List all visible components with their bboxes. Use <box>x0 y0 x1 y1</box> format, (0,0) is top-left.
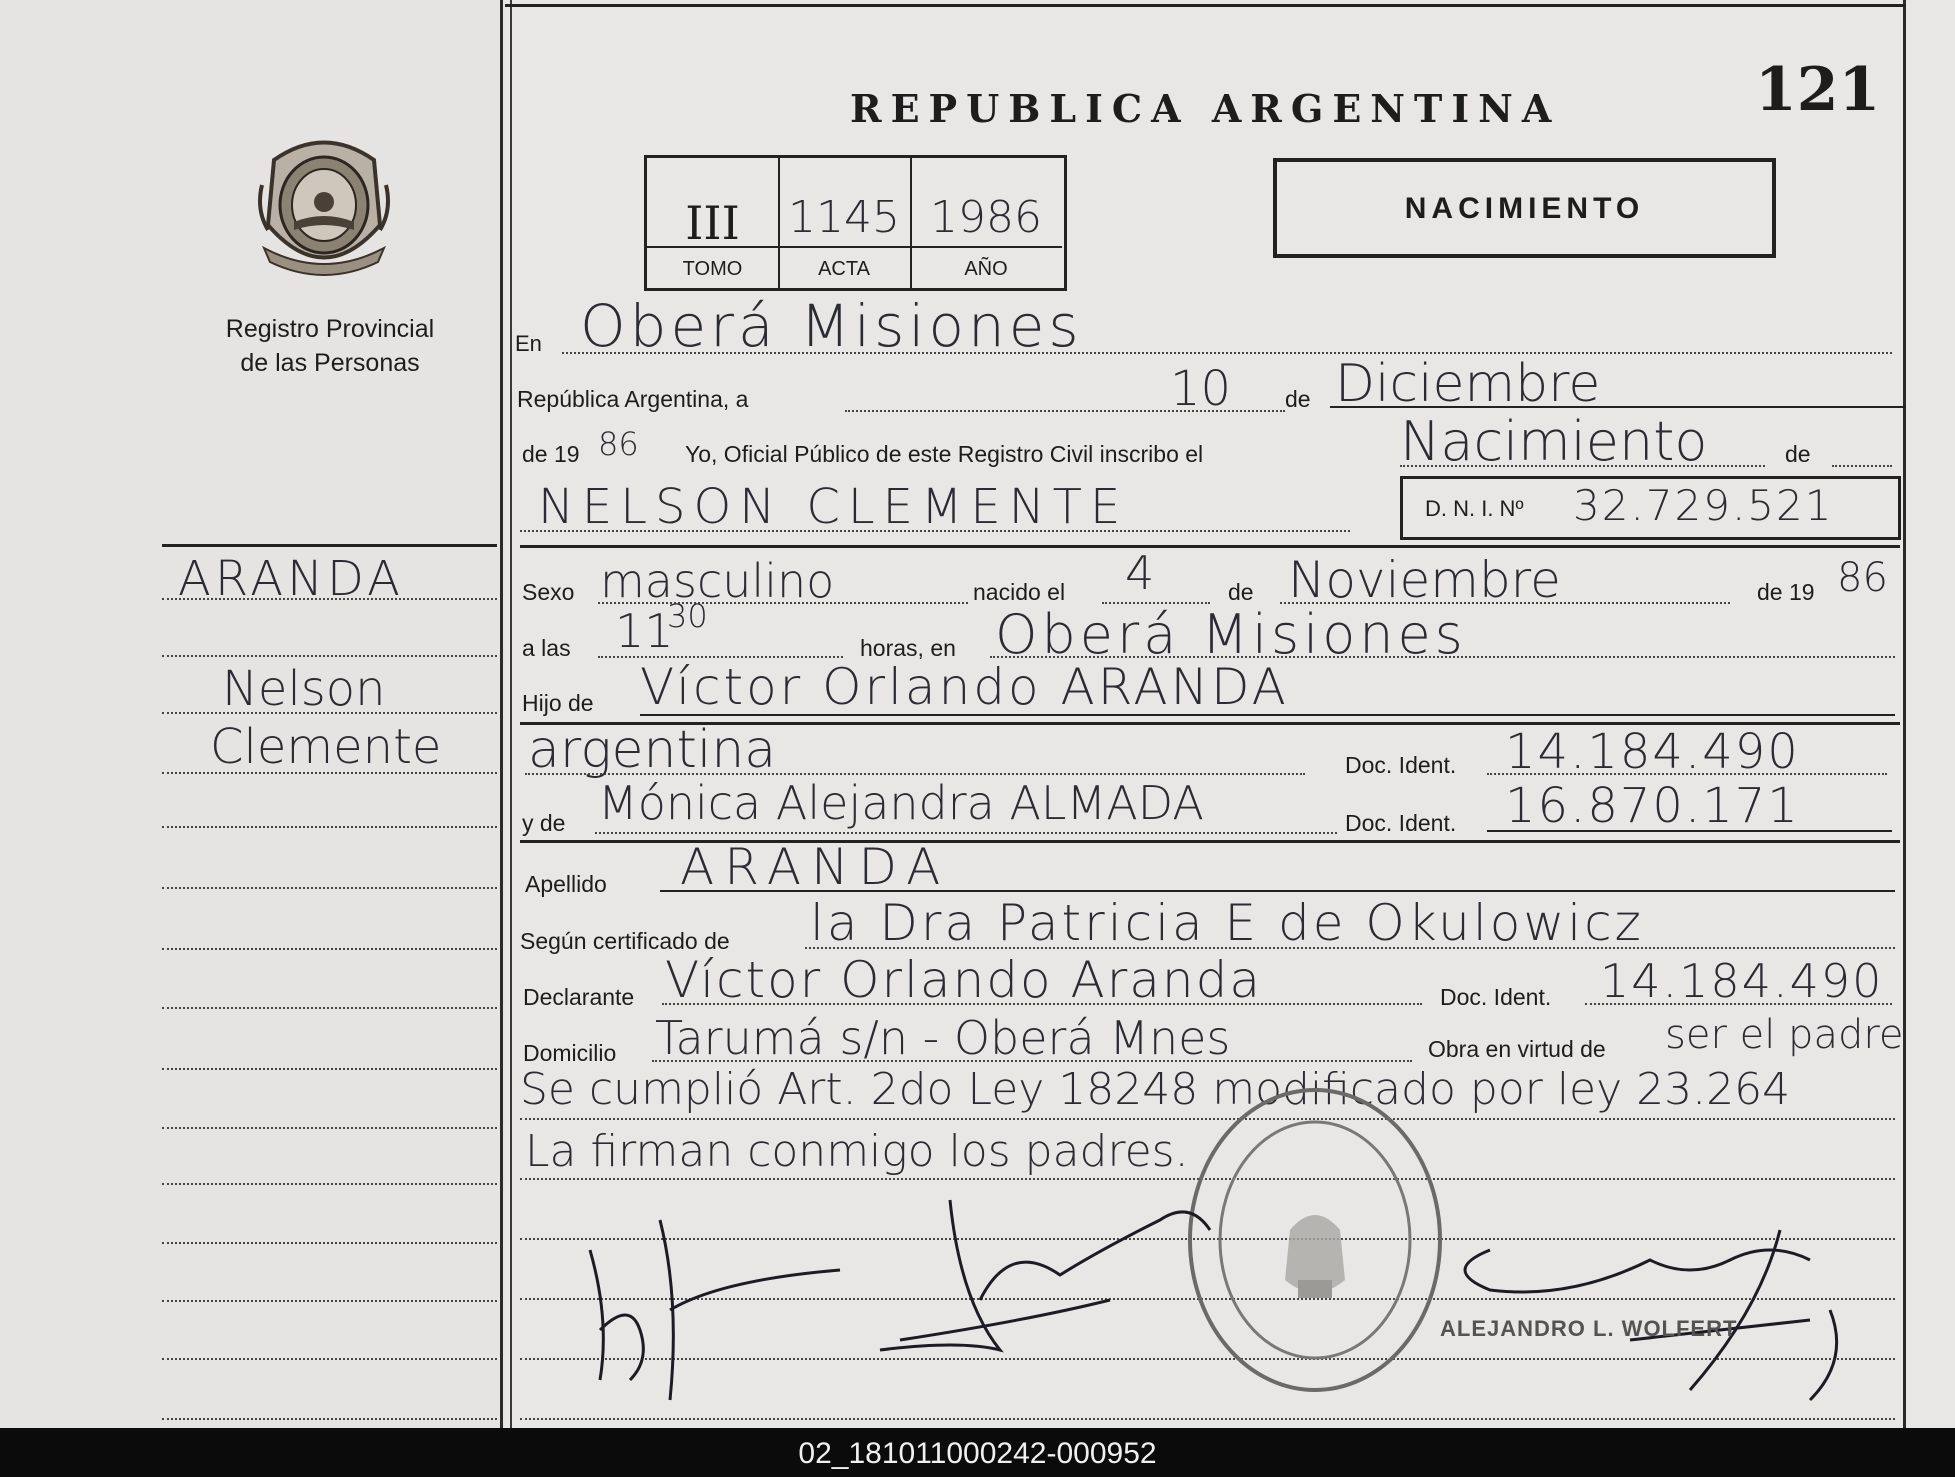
apellido-value: ARANDA <box>680 838 951 896</box>
country-title: REPUBLICA ARGENTINA <box>850 86 1561 131</box>
margin-line <box>162 1418 497 1420</box>
father-nationality-value: argentina <box>528 720 777 780</box>
acta-label: ACTA <box>818 258 870 280</box>
dni-box <box>1400 476 1901 540</box>
birth-minutes-value: 30 <box>667 597 708 635</box>
inscribo-label: Yo, Oficial Público de este Registro Civil inscribo el <box>685 441 1204 467</box>
official-name-stamp: ALEJANDRO L. WOLFERT <box>1440 1316 1738 1341</box>
certifier-value: la Dra Patricia E de Okulowicz <box>810 894 1644 952</box>
hijo-label: Hijo de <box>522 690 594 716</box>
tomo-label: TOMO <box>682 258 743 280</box>
note-line-2: La firman conmigo los padres. <box>525 1126 1189 1177</box>
registry-label <box>195 312 465 380</box>
fill-line <box>1832 465 1892 467</box>
yde-label: y de <box>522 810 566 836</box>
section-rule <box>520 545 1900 548</box>
year-suffix-value: 86 <box>598 425 639 463</box>
provincial-seal-icon <box>252 130 397 285</box>
birth-day-value: 4 <box>1125 546 1155 600</box>
obra-value: ser el padre <box>1665 1012 1904 1058</box>
registry-line-2: de las Personas <box>240 349 420 377</box>
father-name-value: Víctor Orlando ARANDA <box>640 658 1289 716</box>
declarante-label: Declarante <box>523 984 635 1010</box>
official-signature <box>1430 1190 1910 1415</box>
page-number: 121 <box>1755 55 1881 125</box>
record-type-box <box>1273 158 1776 258</box>
file-id-bar <box>0 1428 1955 1477</box>
margin-rule-top <box>162 544 497 547</box>
mother-signature <box>570 1180 870 1415</box>
domicilio-value: Tarumá s/n - Oberá Mnes <box>655 1011 1231 1065</box>
birth-month-value: Noviembre <box>1288 551 1561 609</box>
declarante-doc-value: 14.184.490 <box>1600 954 1884 1008</box>
doc-label-3: Doc. Ident. <box>1440 984 1552 1010</box>
birth-year-suffix-value: 86 <box>1837 555 1888 601</box>
tomo-cell <box>647 158 780 288</box>
sexo-value: masculino <box>600 554 835 608</box>
obra-label: Obra en virtud de <box>1428 1036 1606 1062</box>
margin-line <box>162 1183 497 1185</box>
margin-line <box>162 1068 497 1070</box>
margin-line <box>162 655 497 657</box>
margin-line <box>162 1300 497 1302</box>
registry-line-1: Registro Provincial <box>225 315 435 343</box>
de19-label: de 19 <box>522 441 580 467</box>
de-label-3: de <box>1228 579 1254 605</box>
sexo-label: Sexo <box>522 579 575 605</box>
tomo-value: III <box>685 196 740 250</box>
apellido-label: Apellido <box>525 871 607 897</box>
fill-line <box>520 1418 1895 1420</box>
nacido-label: nacido el <box>973 579 1066 605</box>
doc-label: Doc. Ident. <box>1345 752 1457 778</box>
margin-divider <box>500 0 503 1428</box>
day-value: 10 <box>1170 361 1232 417</box>
top-border <box>505 4 1905 7</box>
republica-label: República Argentina, a <box>517 386 749 412</box>
record-type-label: NACIMIENTO <box>1404 192 1645 225</box>
month-value: Diciembre <box>1335 354 1601 414</box>
father-signature <box>870 1180 1230 1385</box>
margin-line <box>162 826 497 828</box>
anio-label: AÑO <box>964 258 1008 280</box>
mother-doc-value: 16.870.171 <box>1505 778 1800 834</box>
margin-line <box>162 948 497 950</box>
note-line-1: Se cumplió Art. 2do Ley 18248 modificado por ley 23.264 <box>520 1064 1791 1115</box>
fill-line <box>595 832 1337 834</box>
doc-label-2: Doc. Ident. <box>1345 810 1457 836</box>
horas-label: horas, en <box>860 635 956 661</box>
anio-value: 1986 <box>930 192 1042 243</box>
father-doc-value: 14.184.490 <box>1505 724 1800 780</box>
acta-cell <box>778 158 912 288</box>
de19-label-2: de 19 <box>1757 579 1815 605</box>
dni-label: D. N. I. Nº <box>1425 496 1524 521</box>
domicilio-label: Domicilio <box>523 1040 617 1066</box>
en-label: En <box>515 331 542 356</box>
margin-given-name-2: Clemente <box>210 719 442 775</box>
anio-cell <box>910 158 1062 288</box>
margin-given-name-1: Nelson <box>222 661 386 717</box>
full-name-value: NELSON CLEMENTE <box>538 479 1129 535</box>
margin-line <box>162 1127 497 1129</box>
margin-line <box>162 1242 497 1244</box>
margin-line <box>162 1358 497 1360</box>
birth-place-value: Oberá Misiones <box>995 603 1467 666</box>
acta-value: 1145 <box>788 192 900 243</box>
de-label: de <box>1285 386 1311 412</box>
segun-label: Según certificado de <box>520 928 730 954</box>
place-value: Oberá Misiones <box>580 292 1083 360</box>
alas-label: a las <box>522 635 571 661</box>
dni-value: 32.729.521 <box>1573 481 1834 530</box>
file-id-label: 02_181011000242-000952 <box>798 1437 1157 1470</box>
event-value: Nacimiento <box>1400 410 1708 473</box>
birth-hour-value: 11 <box>615 604 674 658</box>
de-label-2: de <box>1785 441 1811 467</box>
margin-surname: ARANDA <box>178 551 404 607</box>
declarante-value: Víctor Orlando Aranda <box>665 951 1262 1009</box>
mother-name-value: Mónica Alejandra ALMADA <box>598 776 1204 830</box>
margin-line <box>162 887 497 889</box>
margin-line <box>162 1007 497 1009</box>
book-reference-table <box>644 155 1067 291</box>
table-divider <box>647 246 1062 248</box>
margin-divider-inner <box>510 0 512 1428</box>
